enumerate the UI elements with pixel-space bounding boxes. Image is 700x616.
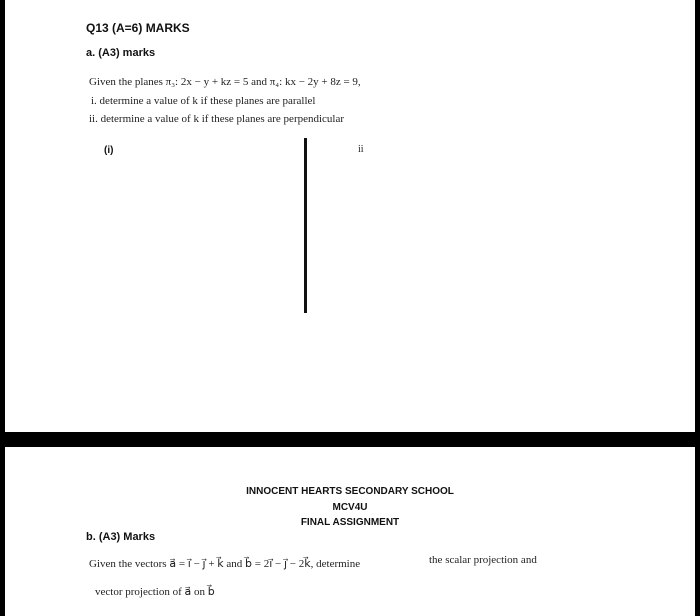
answer-divider-line	[304, 138, 307, 313]
answer-label-ii: ii	[358, 144, 364, 155]
question-item-i: i. determine a value of k if these planes are parallel	[91, 95, 316, 107]
course-code: MCV4U	[332, 502, 368, 513]
assignment-title: FINAL ASSIGNMENT	[300, 517, 400, 528]
question-heading: Q13 (A=6) MARKS	[86, 21, 190, 35]
answer-label-i: (i)	[104, 145, 114, 156]
vector-projection-text: vector projection of a⃗ on b⃗	[95, 586, 215, 598]
vectors-given-tail: the scalar projection and	[429, 554, 537, 566]
part-b-label: b. (A3) Marks	[86, 531, 156, 543]
vectors-given-text: Given the vectors a⃗ = i⃗ − j⃗ + k⃗ and b⃗ = 2i⃗ − j⃗ − 2k⃗, determine	[89, 558, 361, 570]
question-item-ii: ii. determine a value of k if these planes are perpendicular	[89, 113, 345, 125]
school-name: INNOCENT HEARTS SECONDARY SCHOOL	[246, 486, 454, 497]
planes-given-text: Given the planes π₃: 2x − y + kz = 5 and π₄: kx − 2y + 8z = 9,	[89, 76, 361, 88]
assignment-page-2	[5, 447, 695, 616]
part-a-label: a. (A3) marks	[86, 47, 156, 59]
assignment-page-1	[5, 0, 695, 432]
